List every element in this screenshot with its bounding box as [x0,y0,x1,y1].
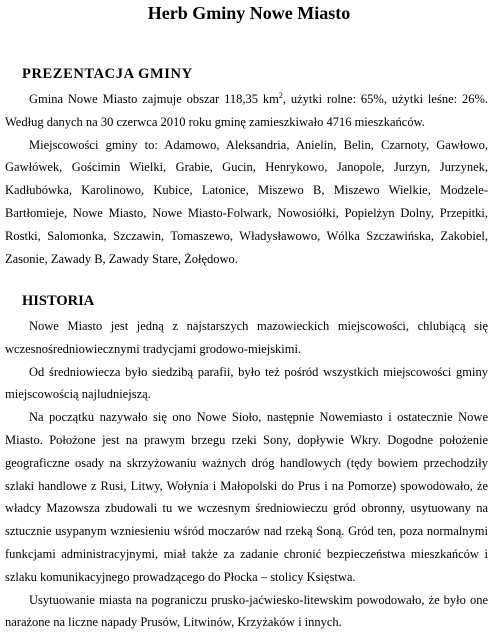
section-historia [5,315,488,634]
section-prezentacja [5,88,488,270]
document-title: Herb Gminy Nowe Miasto [147,3,351,23]
paragraph: Miejscowości gminy to: Adamowo, Aleksandria, Anielin, Belin, Czarnoty, Gawłowo, Gawłówek, Gościmin Wielki, Grabie, Gucin, Henrykowo, Janopole, Jurzyn, Jurzynek, Kadłubówka, Karolinowo, Kubice, Latonice, Miszewo B, Miszewo Wielkie, Modzele-Bartłomieje, Nowe Miasto, Nowe Miasto-Folwark, Nowosiółki, Popielżyn Dolny, Przepitki, Rostki, Salomonka, Szczawin, Tomaszewo, Władysławowo, Wólka Szczawińska, Zakobiel, Zasonie, Zawady B, Zawady Stare, Żołędowo. [5,137,488,266]
paragraph: Nowe Miasto jest jedną z najstarszych mazowieckich miejscowości, chlubiącą się wczesnośredniowiecznymi tradycjami grodowo-miejskimi. [5,319,488,356]
section-heading-historia: HISTORIA [22,293,95,309]
paragraph-text: Gmina Nowe Miasto zajmuje obszar 118,35 km [29,92,279,106]
paragraph: Usytuowanie miasta na pograniczu prusko-jaćwiesko-litewskim powodowało, że było one narażone na liczne napady Prusów, Litwinów, Krzyżaków i innych. [5,592,488,630]
superscript: 2 [278,91,283,100]
paragraph-text: , użytki rolne: 65%, użytki leśne: 26%. Według danych na 30 czerwca 2010 roku gminę zamieszkiwało 4716 mieszkańców. [5,92,488,129]
paragraph: Od średniowiecza było siedzibą parafii, było też pośród wszystkich miejscowości gminy miejscowością najludniejszą. [5,364,488,402]
paragraph [5,88,488,134]
paragraph: Na początku nazywało się ono Nowe Sioło, następnie Nowemiasto i ostatecznie Nowe Miasto. Położone jest na prawym brzegu rzeki Sony, dopływie Wkry. Dogodne położenie geograficzne osady na skrzyżowaniu ważnych dróg handlowych (tędy bowiem przechodziły szlaki handlowe z Rusi, Litwy, Wołynia i Małopolski do Prus i na Pomorze) spowodowało, że władcy Mazowsza zbudowali tu we wczesnym średniowieczu gród obronny, usytuowany na sztucznie usypanym wzniesieniu wśród moczarów nad rzeką Soną. Gród ten, poza normalnymi funkcjami administracyjnymi, miał także za zadanie chronić bezpieczeństwa mieszkańców i szlaku komunikacyjnego prowadzącego do Płocka – stolicy Księstwa. [5,410,488,584]
section-heading-prezentacja: PREZENTACJA GMINY [22,66,193,82]
